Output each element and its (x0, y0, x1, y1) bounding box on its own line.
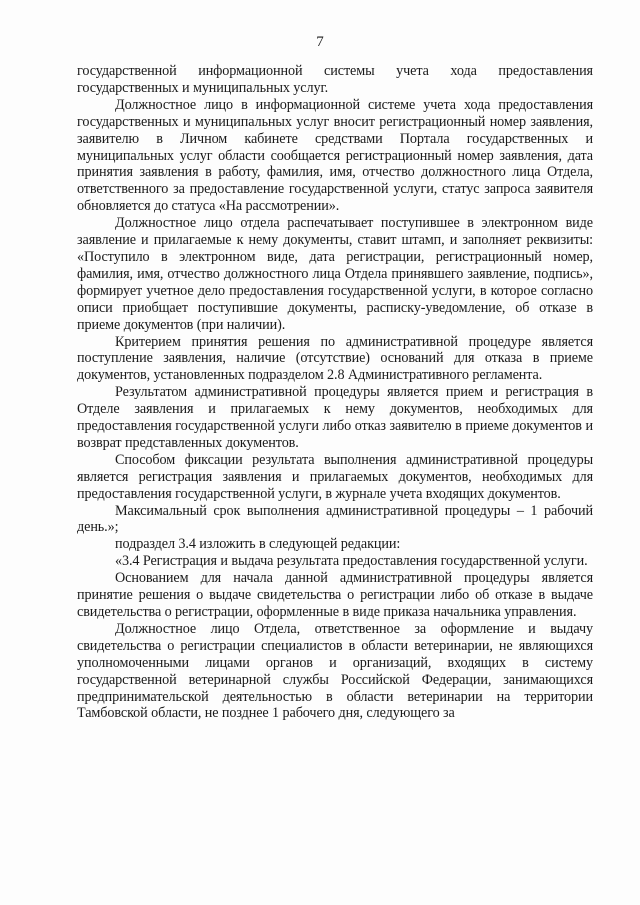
paragraph-responsible-official: Должностное лицо Отдела, ответственное за оформление и выдачу свидетельства о регистрации специалистов в области ветеринарии, не являющихся уполномоченными лицами органов и организаций, входящих в систему государственной ветеринарной службы Российской Федерации, занимающихся предпринимательской деятельностью в области ветеринарии на территории Тамбовской области, не позднее 1 рабочего дня, следующего за (77, 620, 593, 722)
paragraph-decision-criterion: Критерием принятия решения по административной процедуре является поступление заявления, наличие (отсутствие) оснований для отказа в приеме документов, установленных подразделом 2.8 Административного регламента. (77, 333, 593, 384)
paragraph-procedure-basis: Основанием для начала данной административной процедуры является принятие решения о выдаче свидетельства о регистрации либо об отказе в выдаче свидетельства о регистрации, оформленные в виде приказа начальника управления. (77, 570, 593, 620)
paragraph-max-term: Максимальный срок выполнения административной процедуры – 1 рабочий день.»; (77, 502, 593, 536)
paragraph-procedure-result: Результатом административной процедуры является прием и регистрация в Отделе заявления и прилагаемых к нему документов, необходимых для предоставления государственной услуги либо отказ заявителю в приеме документов и возврат представленных документов. (77, 384, 593, 451)
paragraph-subsection-amend: подраздел 3.4 изложить в следующей редакции: (115, 536, 401, 553)
document-body (77, 63, 593, 722)
paragraph-continuation: государственной информационной системы учета хода предоставления государственных и муниципальных услуг. (77, 63, 593, 96)
paragraph-registration-number: Должностное лицо в информационной системе учета хода предоставления государственных и муниципальных услуг вносит регистрационный номер заявления, заявителю в Личном кабинете средствами Портала государственных и муниципальных услуг области сообщается регистрационный номер заявления, дата принятия заявления в работу, фамилия, имя, отчество должностного лица Отдела, ответственного за предоставление государственной услуги, статус запроса заявителя обновляется до статуса «На рассмотрении». (77, 96, 593, 215)
page-number: 7 (316, 34, 324, 50)
paragraph-section-heading: «3.4 Регистрация и выдача результата предоставления государственной услуги. (115, 553, 588, 570)
paragraph-print-documents: Должностное лицо отдела распечатывает поступившее в электронном виде заявление и прилагаемые к нему документы, ставит штамп, и заполняет реквизиты: «Поступило в электронном виде, дата регистрации, регистрационный номер, фамилия, имя, отчество должностного лица Отдела принявшего заявление, подпись», формирует учетное дело предоставления государственной услуги, в которое согласно описи приобщает поступившие документы, расписку-уведомление, об отказе в приеме документов (при наличии). (77, 215, 593, 333)
paragraph-fixation-method: Способом фиксации результата выполнения административной процедуры является регистрация заявления и прилагаемых документов, необходимых для предоставления государственной услуги, в журнале учета входящих документов. (77, 451, 593, 502)
